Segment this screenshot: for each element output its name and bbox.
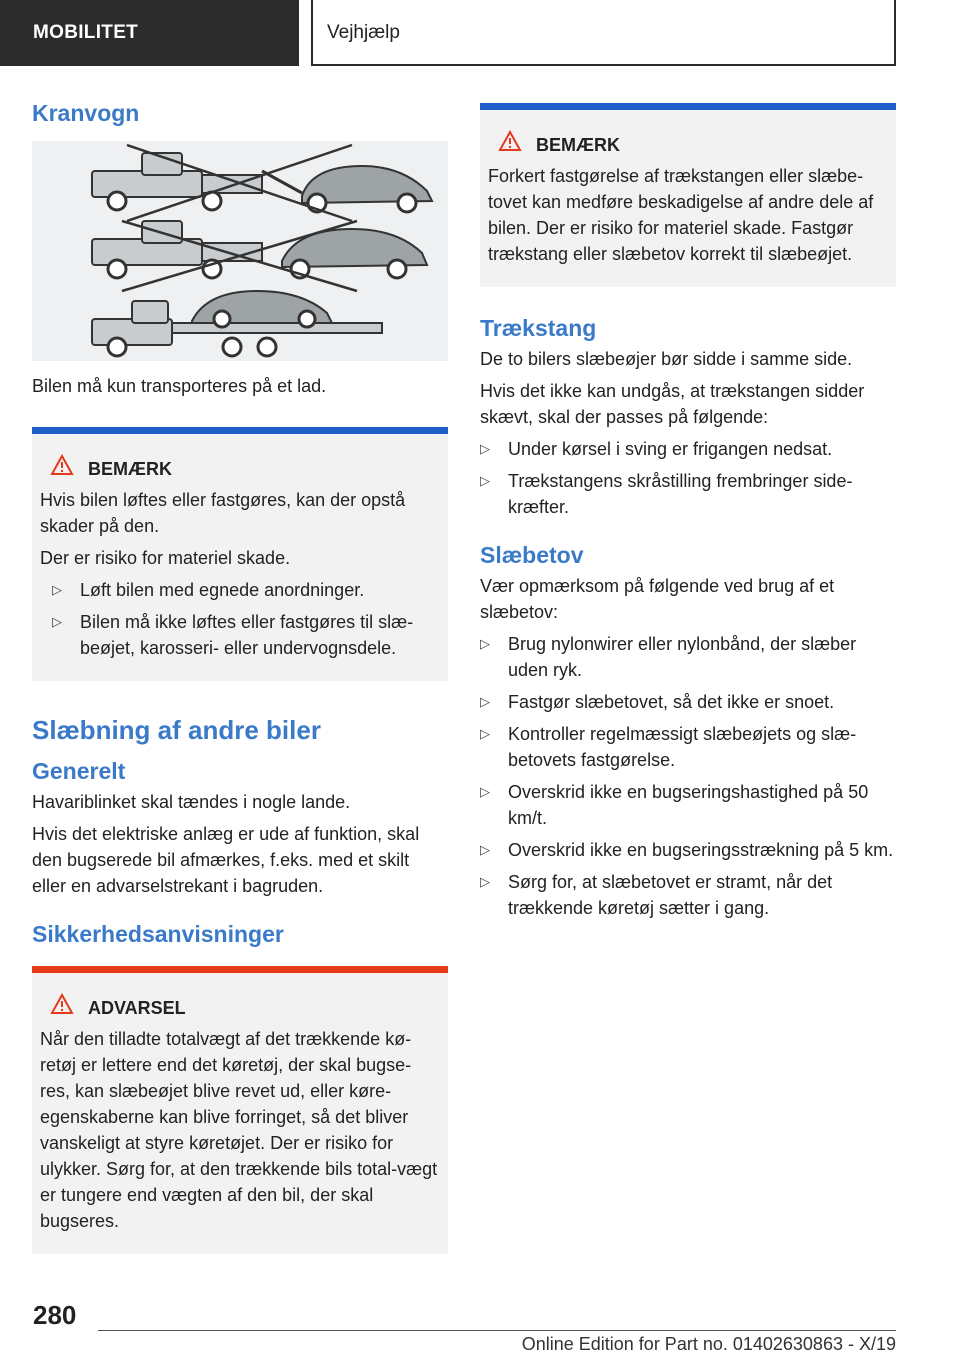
list-item: ▷ Fastgør slæbetovet, så det ikke er snoet. bbox=[480, 689, 896, 715]
slaebetov-list bbox=[480, 631, 896, 921]
bullet-arrow-icon: ▷ bbox=[480, 874, 490, 889]
bullet-arrow-icon: ▷ bbox=[52, 582, 62, 597]
bullet-arrow-icon: ▷ bbox=[480, 726, 490, 741]
bullet-arrow-icon: ▷ bbox=[480, 441, 490, 456]
list-item: ▷ Løft bilen med egnede anordninger. bbox=[40, 577, 440, 603]
footer-divider bbox=[98, 1330, 896, 1331]
notice-box bbox=[32, 427, 448, 681]
tow-truck-illustration bbox=[32, 141, 448, 361]
section-label: MOBILITET bbox=[0, 0, 299, 66]
chapter-label: Vejhjælp bbox=[311, 0, 896, 66]
page-header bbox=[0, 0, 960, 66]
notice-title-text: BEMÆRK bbox=[88, 458, 172, 479]
body-paragraph: Hvis det ikke kan undgås, at trækstangen sidder skævt, skal der passes på følgende: bbox=[480, 381, 865, 427]
edition-text: Online Edition for Part no. 01402630863 - X/19 bbox=[521, 1334, 896, 1354]
notice-paragraph: Hvis bilen løftes eller fastgøres, kan der opstå skader på den. bbox=[40, 490, 406, 536]
right-column bbox=[480, 100, 896, 927]
warning-box bbox=[32, 966, 448, 1254]
bullet-arrow-icon: ▷ bbox=[480, 636, 490, 651]
list-item: ▷ Sørg for, at slæbetovet er stramt, når det trækkende køretøj sætter i gang. bbox=[480, 869, 896, 921]
warning-triangle-icon bbox=[50, 454, 74, 483]
warning-triangle-icon bbox=[50, 993, 74, 1022]
bullet-arrow-icon: ▷ bbox=[480, 784, 490, 799]
list-item: ▷ Brug nylonwirer eller nylonbånd, der slæber uden ryk. bbox=[480, 631, 896, 683]
safety-heading: Sikkerhedsanvisninger bbox=[32, 921, 284, 947]
list-item: ▷ Overskrid ikke en bugseringshastighed på 50 km/t. bbox=[480, 779, 896, 831]
body-paragraph: Vær opmærksom på følgende ved brug af et slæbetov: bbox=[480, 576, 835, 622]
body-paragraph: De to bilers slæbeøjer bør sidde i samme side. bbox=[480, 349, 853, 369]
bullet-arrow-icon: ▷ bbox=[480, 473, 490, 488]
generelt-heading: Generelt bbox=[32, 758, 126, 784]
bullet-arrow-icon: ▷ bbox=[52, 614, 62, 629]
notice-paragraph: Der er risiko for materiel skade. bbox=[40, 548, 291, 568]
body-paragraph: Havariblinket skal tændes i nogle lande. bbox=[32, 792, 351, 812]
notice-title bbox=[40, 454, 440, 483]
traekstang-heading: Trækstang bbox=[480, 315, 597, 341]
traekstang-list bbox=[480, 436, 896, 520]
figure-caption: Bilen må kun transporteres på et lad. bbox=[32, 376, 327, 396]
warning-paragraph: Når den tilladte totalvægt af det trækkende kø-retøj er lettere end det køretøj, der skal bugse-res, kan slæbeøjet blive revet ud, eller køre-egenskaberne kan blive forringet, så det bliver vanskeligt at styre køretøjet. Der er risiko for ulykker. Sørg for, at den trækkende bils total-vægt er tungere end vægten af den bil, der skal bugseres. bbox=[40, 1029, 438, 1231]
page-footer bbox=[0, 1290, 960, 1362]
kranvogn-heading: Kranvogn bbox=[32, 100, 140, 126]
warning-title-text: ADVARSEL bbox=[88, 997, 186, 1018]
warning-triangle-icon bbox=[498, 130, 522, 159]
left-column bbox=[32, 100, 448, 1288]
list-item: ▷ Under kørsel i sving er frigangen nedsat. bbox=[480, 436, 896, 462]
warning-title bbox=[40, 993, 440, 1022]
body-paragraph: Hvis det elektriske anlæg er ude af funktion, skal den bugserede bil afmærkes, f.eks. med et skilt eller en advarselstrekant i bagruden. bbox=[32, 824, 420, 896]
notice-list bbox=[40, 577, 440, 661]
list-item: ▷ Bilen må ikke løftes eller fastgøres til slæ-beøjet, karosseri- eller undervognsdele. bbox=[40, 609, 440, 661]
list-item: ▷ Trækstangens skråstilling frembringer side-kræfter. bbox=[480, 468, 896, 520]
page-number: 280 bbox=[33, 1300, 77, 1330]
bullet-arrow-icon: ▷ bbox=[480, 694, 490, 709]
notice-paragraph: Forkert fastgørelse af trækstangen eller slæbe-tovet kan medføre beskadigelse af andre dele af bilen. Der er risiko for materiel skade. Fastgør trækstang eller slæbetov korrekt til slæbeøjet. bbox=[488, 166, 874, 264]
bullet-arrow-icon: ▷ bbox=[480, 842, 490, 857]
notice-title-text: BEMÆRK bbox=[536, 134, 620, 155]
notice-title bbox=[488, 130, 888, 159]
list-item: ▷ Overskrid ikke en bugseringsstrækning på 5 km. bbox=[480, 837, 896, 863]
tow-truck-diagram bbox=[32, 141, 448, 361]
slaebetov-heading: Slæbetov bbox=[480, 542, 584, 568]
list-item: ▷ Kontroller regelmæssigt slæbeøjets og slæ-betovets fastgørelse. bbox=[480, 721, 896, 773]
notice-box bbox=[480, 103, 896, 287]
section-heading: Slæbning af andre biler bbox=[32, 715, 321, 745]
